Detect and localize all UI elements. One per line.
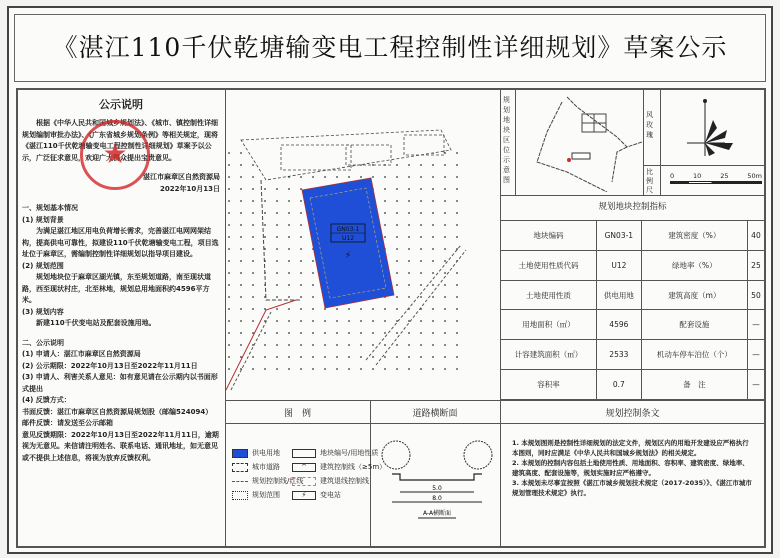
divider	[660, 89, 661, 195]
divider	[515, 89, 516, 195]
section-caption: A-A横断面	[422, 510, 452, 517]
legend-swatch-boundary	[232, 491, 248, 500]
divider	[225, 400, 765, 401]
notice-item: 邮件反馈：请发送至公示邮箱	[22, 419, 113, 427]
page-title: 《湛江110千伏乾塘输变电工程控制性详细规划》草案公示	[52, 33, 728, 62]
cell: 配套设施	[641, 310, 747, 340]
notice-item: (3) 申请人、利害关系人意见：如有意见请在公示期内以书面形式提出	[22, 373, 218, 393]
cell: GN03-1	[596, 221, 641, 251]
site-marker	[567, 158, 571, 162]
legend-swatch-power	[232, 449, 248, 458]
notice-item: (4) 反馈方式：	[22, 396, 71, 404]
cell: 0.7	[596, 370, 641, 400]
scale-bar	[670, 181, 762, 184]
notice-paragraph: 新建110千伏变电站及配套设施用地。	[36, 319, 156, 327]
legend-label: 城市道路	[252, 463, 280, 471]
scale-tick: 0	[670, 172, 675, 180]
subsection-heading: (2) 规划范围	[22, 261, 64, 270]
table-row	[501, 250, 765, 280]
indicators-table	[500, 220, 765, 400]
official-seal-stamp: ★	[80, 120, 150, 190]
notice-item: (2) 公示期限：2022年10月13日至2022年11月11日	[22, 361, 198, 370]
cell: U12	[596, 250, 641, 280]
subsection-heading: (3) 规划内容	[22, 307, 64, 316]
scale-bar-ticks	[670, 172, 762, 180]
cell: 土地使用性质代码	[501, 250, 597, 280]
dimension-label: 8.0	[432, 495, 442, 502]
notice-item: (1) 申请人：湛江市麻章区自然资源局	[22, 350, 141, 358]
scale-tick: 50m	[747, 172, 762, 180]
subsection-heading: (1) 规划背景	[22, 215, 64, 224]
table-row	[501, 310, 765, 340]
notice-item: 书面反馈：湛江市麻章区自然资源局规划股（邮编524094）	[22, 407, 213, 416]
legend-swatch-redline	[232, 481, 248, 482]
legend-label: 建筑退线控制线	[320, 477, 369, 485]
cell: 建筑高度（m）	[641, 280, 747, 310]
notice-item: 意见反馈期限：2022年10月13日至2022年11月11日，逾期视为无意见。来信请注明姓名、联系电话、通讯地址，如无意见或不提供上述信息，将视为放弃反馈权利。	[22, 430, 219, 462]
substation-icon: ⚡	[344, 251, 352, 261]
table-row	[501, 280, 765, 310]
table-row	[501, 340, 765, 370]
cell: 25	[747, 250, 764, 280]
cell: 机动车停车泊位（个）	[641, 340, 747, 370]
wind-rose-label: 风玫瑰	[646, 111, 653, 139]
indicators-heading: 规划地块控制指标	[598, 202, 667, 212]
parcel-id-label: GN03-1	[336, 226, 360, 233]
divider	[643, 165, 765, 166]
cell: 计容建筑面积（㎡）	[501, 340, 597, 370]
section-heading: 二、公示说明	[22, 338, 64, 347]
cell: 2533	[596, 340, 641, 370]
cell: 用地面积（㎡）	[501, 310, 597, 340]
divider	[225, 423, 765, 424]
clause-item: 2. 本规划的控制内容包括土地使用性质、用地面积、容积率、建筑密度、绿地率、建筑高度、配套设施等，规划实施时应严格遵守。	[512, 459, 749, 477]
notice-heading: 公示说明	[99, 98, 143, 111]
wind-rose-icon	[685, 98, 745, 158]
legend-swatch-parcel-label	[292, 449, 316, 458]
notice-paragraph: 规划地块位于麻章区湖光镇，东至规划道路，南至现状道路，西至现状村庄，北至林地，规划总用地面积约4596平方米。	[22, 273, 211, 304]
divider	[500, 195, 765, 196]
notice-paragraph: 为满足湛江地区用电负荷增长需求，完善湛江电网网架结构，提高供电可靠性，拟建设110千伏乾塘输变电工程，项目选址位于麻章区，需编制控制性详细规划以指导项目建设。	[22, 227, 219, 258]
legend-label: 供电用地	[252, 449, 280, 457]
cell: 地块编码	[501, 221, 597, 251]
cell: 容积率	[501, 370, 597, 400]
cell: —	[747, 340, 764, 370]
table-row	[501, 370, 765, 400]
cell: 建筑密度（%）	[641, 221, 747, 251]
legend-label: 建筑控制线（≥5m）	[320, 463, 387, 471]
road-cross-section	[378, 430, 496, 540]
section-heading: 一、规划基本情况	[22, 204, 78, 212]
cell: 供电用地	[596, 280, 641, 310]
scale-label: 比例尺	[646, 168, 653, 194]
cell: —	[747, 370, 764, 400]
substation-icon: ⚡	[292, 491, 316, 500]
parcel-code-label: U12	[341, 235, 355, 242]
scale-tick: 25	[720, 172, 729, 180]
legend-label: 变电站	[320, 491, 341, 499]
cell: 土地使用性质	[501, 280, 597, 310]
cell: 4596	[596, 310, 641, 340]
dimension-label: 5.0	[432, 485, 442, 492]
table-row	[501, 221, 765, 251]
cell: 备 注	[641, 370, 747, 400]
cell: —	[747, 310, 764, 340]
legend-label: 规划范围	[252, 491, 280, 499]
legend-heading: 图 例	[283, 409, 311, 419]
clauses-heading: 规划控制条文	[605, 409, 660, 419]
site-plan-map	[226, 90, 499, 399]
legend-label: 规划控制线/红线	[252, 477, 304, 485]
legend-swatch-road	[232, 463, 248, 472]
clause-item: 3. 本规划未尽事宜按照《湛江市城乡规划技术规定（2017-2035）》、《湛江市城市规划管理技术规定》执行。	[512, 479, 752, 497]
cell: 40	[747, 221, 764, 251]
locator-map	[517, 92, 642, 192]
notice-intro: 根据《中华人民共和国城乡规划法》、《城市、镇控制性详细规划编制审批办法》、《广东省城乡规划条例》等相关规定，现将《湛江110千伏乾塘输变电工程控制性详细规划》草案予以公示，广泛征求意见，欢迎广大群众提出宝贵意见。	[22, 119, 218, 162]
cell: 50	[747, 280, 764, 310]
locator-label: 规划地块区位示意图	[503, 96, 510, 184]
clauses-body	[512, 438, 752, 498]
section-heading: 道路横断面	[412, 409, 458, 419]
divider	[643, 89, 644, 195]
legend-label: 地块编号/用地性质	[320, 449, 379, 457]
notice-date: 2022年10月13日	[160, 184, 220, 193]
scale-tick: 10	[693, 172, 702, 180]
cell: 绿地率（%）	[641, 250, 747, 280]
clause-item: 1. 本规划图则是控制性详细规划的法定文件，规划区内的用地开发建设应严格执行本图则，同时应满足《中华人民共和国城乡规划法》的相关规定。	[512, 439, 749, 457]
notice-issuer: 湛江市麻章区自然资源局	[143, 173, 220, 181]
